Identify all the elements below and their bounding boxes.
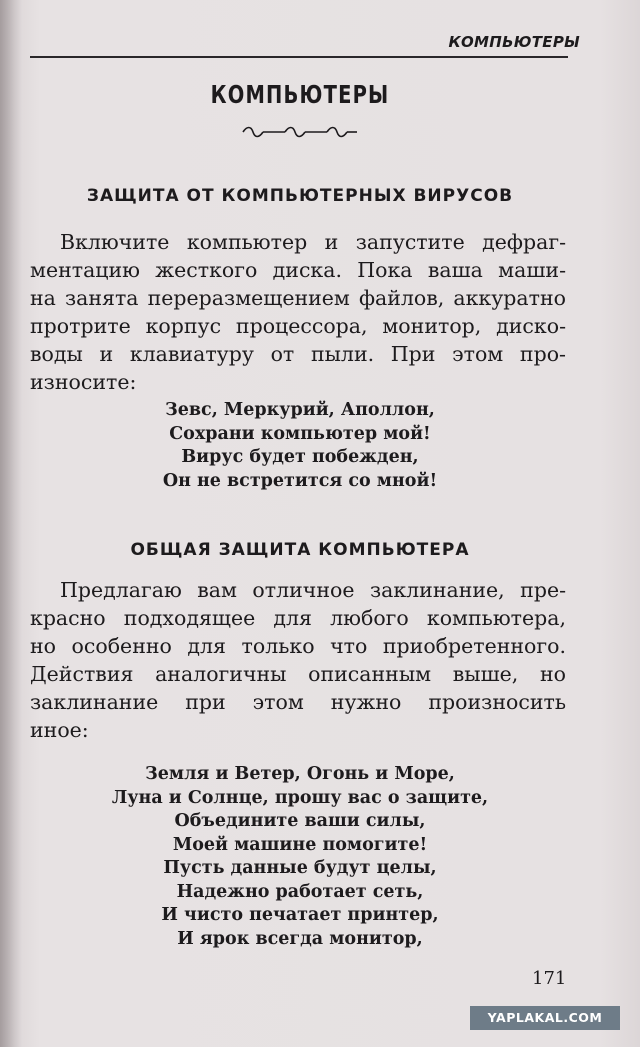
text-line: заклинание при этом нужно произносить: [30, 690, 566, 714]
verse-virus-protection: [0, 399, 600, 493]
verse-line: Пусть данные будут целы,: [163, 858, 437, 878]
page-number: 171: [532, 968, 567, 989]
verse-line: И чисто печатает принтер,: [161, 905, 439, 925]
verse-line: Надежно работает сеть,: [176, 881, 424, 902]
chapter-title: КОМПЬЮТЕРЫ: [210, 80, 390, 109]
text-line: красно подходящее для любого компьютера,: [30, 606, 566, 630]
text-line: на занята переразмещением файлов, аккуратно: [30, 286, 566, 310]
running-head: КОМПЬЮТЕРЫ: [448, 33, 580, 51]
text-line: но особенно для только что приобретенного.: [30, 634, 566, 658]
paragraph-virus-protection: [30, 228, 566, 396]
verse-line: Зевс, Меркурий, Аполлон,: [165, 400, 435, 420]
section-title-general-protection: ОБЩАЯ ЗАЩИТА КОМПЬЮТЕРА: [130, 540, 470, 560]
text-line: Включите компьютер и запустите дефраг-: [60, 230, 566, 254]
text-line: Действия аналогичны описанным выше, но: [30, 662, 566, 686]
text-line: износите:: [30, 370, 137, 394]
verse-line: Луна и Солнце, прошу вас о защите,: [111, 787, 489, 808]
verse-line: И ярок всегда монитор,: [177, 928, 423, 949]
verse-line: Объедините ваши силы,: [174, 811, 426, 831]
paragraph-general-protection: [30, 576, 566, 744]
verse-line: Вирус будет побежден,: [181, 447, 419, 467]
verse-line: Он не встретится со мной!: [162, 470, 438, 491]
text-line: иное:: [30, 718, 89, 742]
verse-general-protection: [0, 763, 600, 951]
text-line: воды и клавиатуру от пыли. При этом про-: [30, 342, 566, 366]
text-line: Предлагаю вам отличное заклинание, пре-: [60, 578, 566, 602]
text-line: протрите корпус процессора, монитор, диско-: [30, 314, 566, 338]
section-title-virus-protection: ЗАЩИТА ОТ КОМПЬЮТЕРНЫХ ВИРУСОВ: [86, 186, 514, 206]
ornament-divider: [241, 124, 359, 140]
verse-line: Земля и Ветер, Огонь и Море,: [145, 764, 455, 784]
text-line: ментацию жесткого диска. Пока ваша маши-: [30, 258, 566, 282]
verse-line: Сохрани компьютер мой!: [169, 423, 431, 444]
header-rule: [30, 56, 568, 58]
watermark: YAPLAKAL.COM: [470, 1006, 620, 1030]
verse-line: Моей машине помогите!: [172, 834, 428, 855]
